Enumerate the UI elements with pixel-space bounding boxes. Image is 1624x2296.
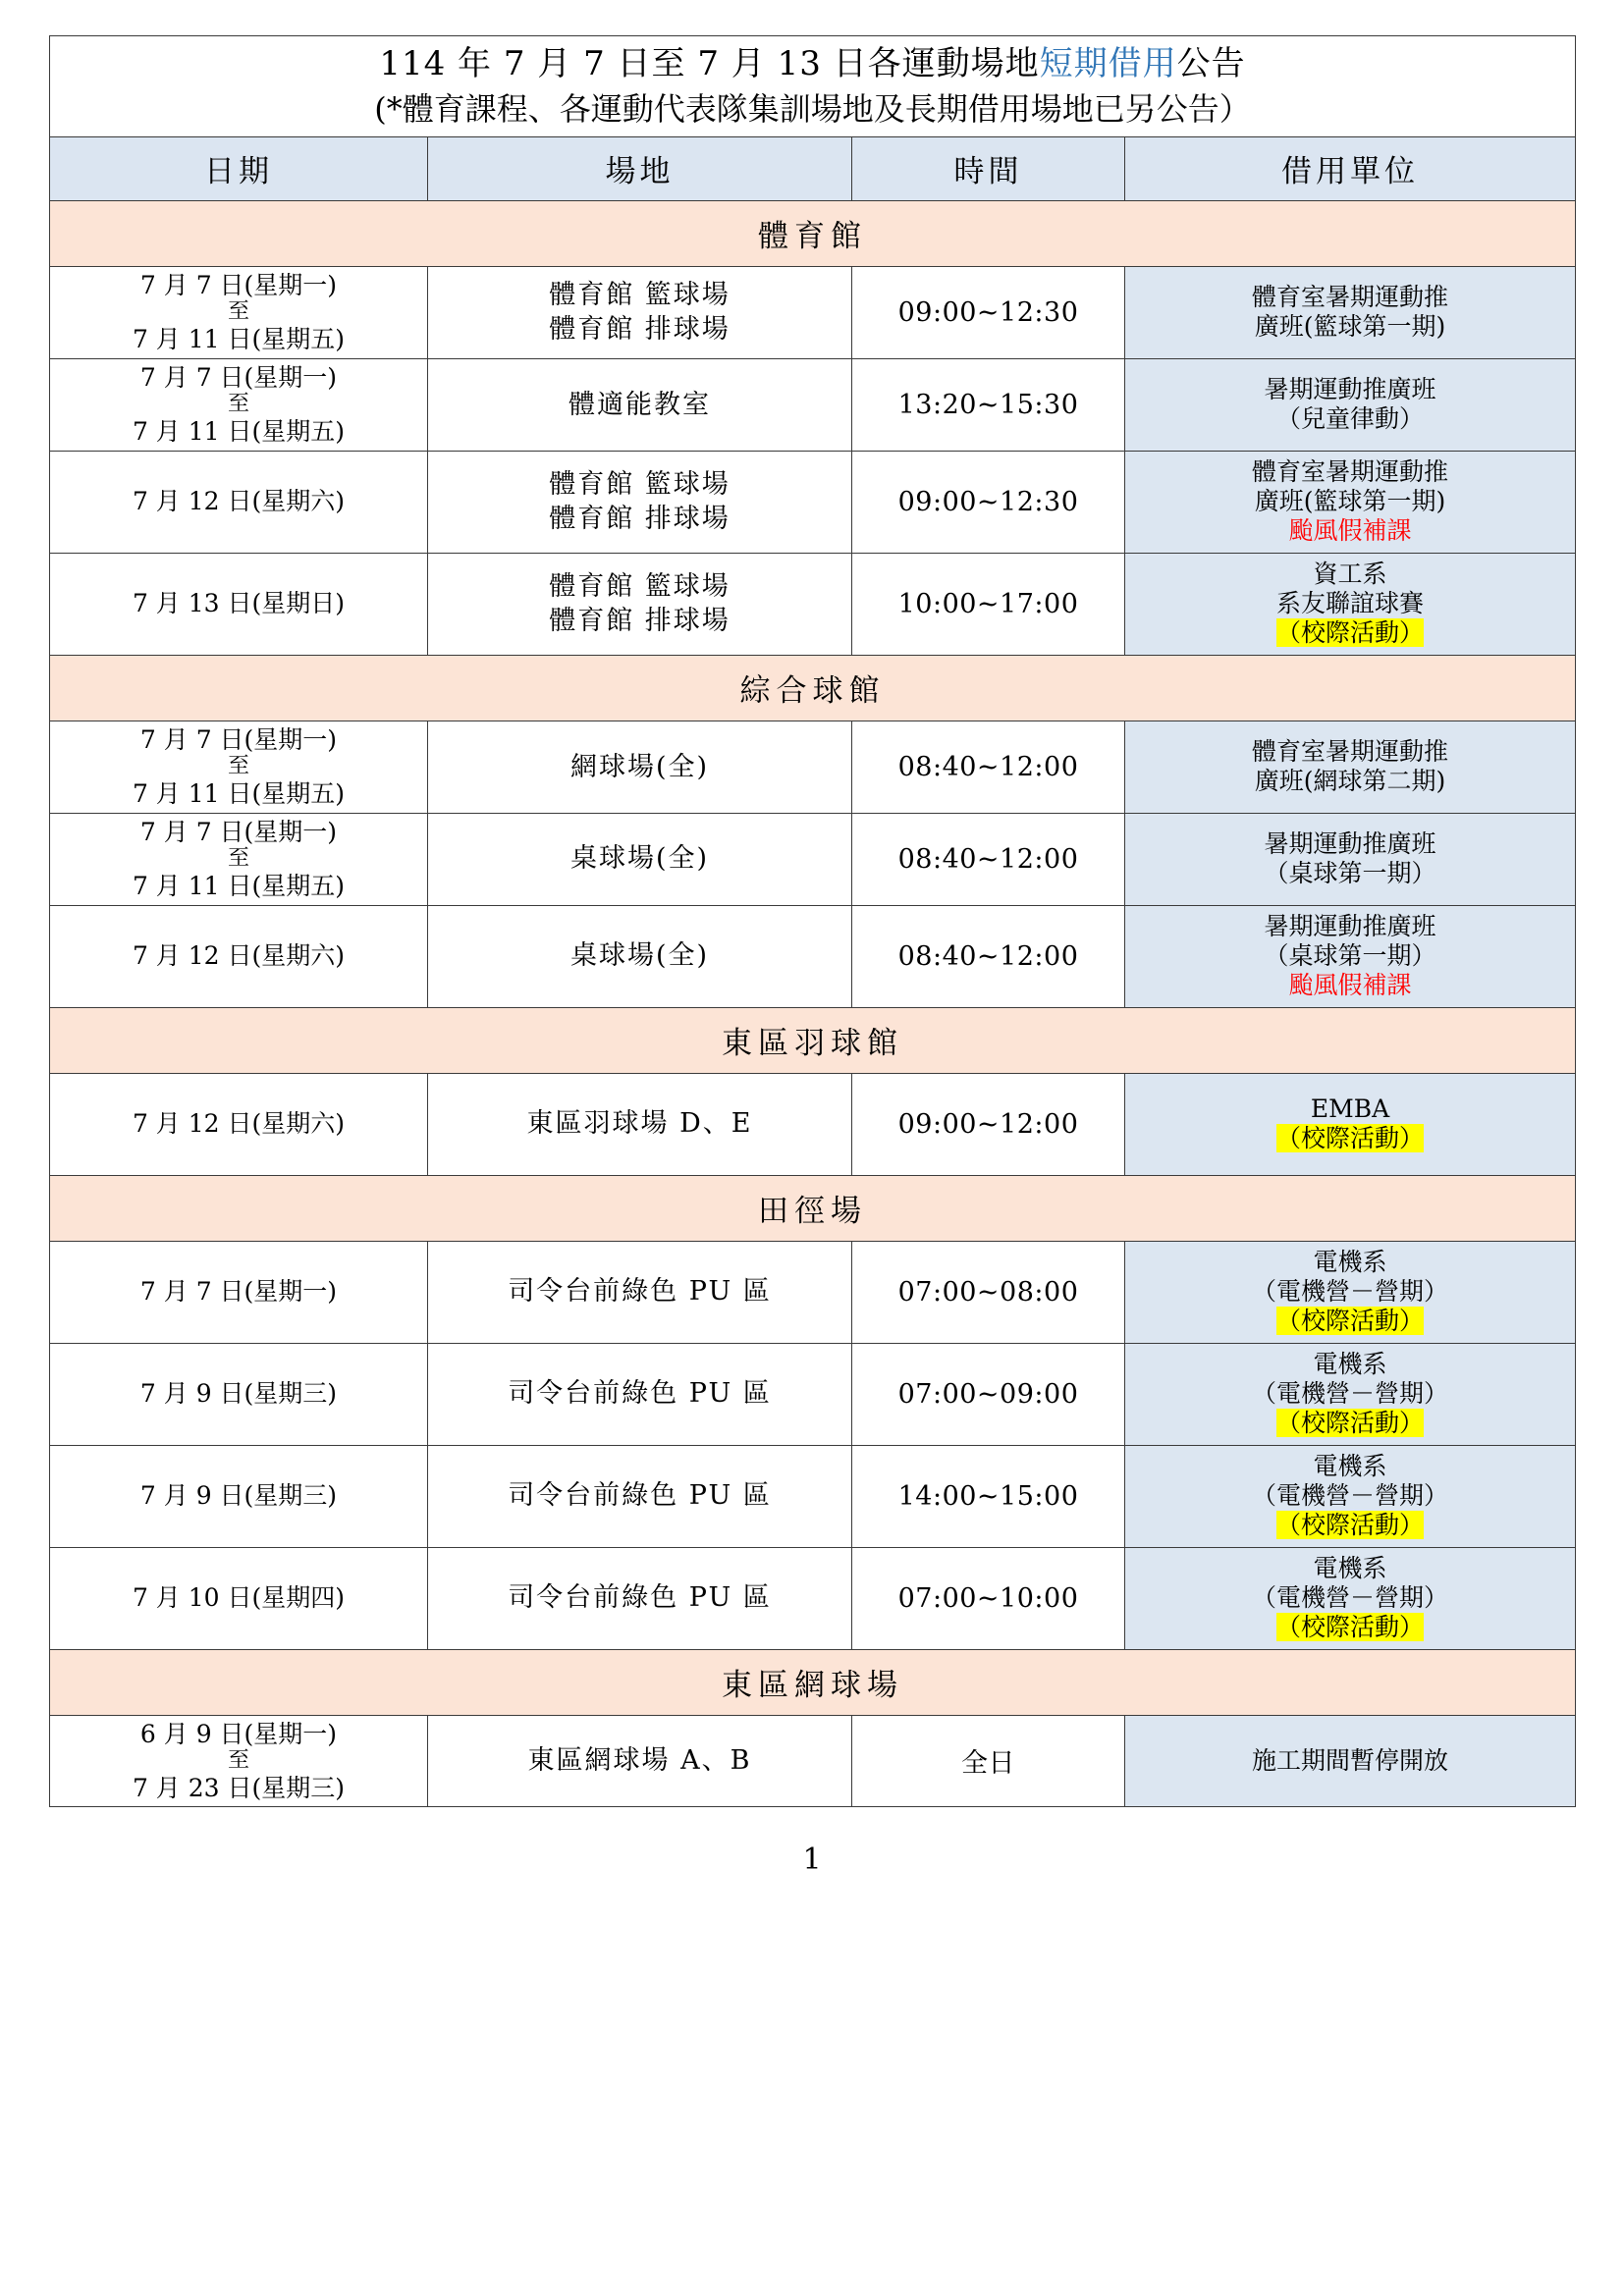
date-line: 至	[227, 846, 249, 872]
date-line: 7 月 13 日(星期日)	[132, 589, 346, 618]
unit-line: 體育室暑期運動推	[1251, 457, 1448, 487]
unit-line: 電機系	[1313, 1554, 1387, 1583]
table-row	[50, 721, 1576, 813]
cell-venue	[428, 1241, 852, 1343]
table-row	[50, 1343, 1576, 1445]
unit-note	[1131, 516, 1569, 546]
table-row	[50, 1073, 1576, 1175]
cell-unit	[1125, 553, 1576, 655]
title-line-1	[56, 40, 1569, 87]
cell-time: 08:40~12:00	[852, 813, 1125, 905]
cell-date	[50, 905, 428, 1007]
unit-line: （電機營－營期）	[1251, 1583, 1448, 1613]
venue-booking-table	[49, 35, 1576, 1807]
cell-unit	[1125, 266, 1576, 358]
unit-line: （兒童律動）	[1275, 404, 1424, 434]
table-row	[50, 1547, 1576, 1649]
cell-time: 07:00~09:00	[852, 1343, 1125, 1445]
cell-time: 07:00~10:00	[852, 1547, 1125, 1649]
venue-line: 體育館 籃球場	[549, 469, 731, 501]
venue-line: 桌球場(全)	[569, 940, 710, 972]
table-row	[50, 905, 1576, 1007]
unit-line: 廣班(籃球第一期)	[1254, 487, 1446, 516]
unit-line: 施工期間暫停開放	[1251, 1745, 1448, 1775]
date-line: 至	[227, 1748, 249, 1774]
unit-line: 暑期運動推廣班	[1264, 375, 1436, 404]
section-title: 綜合球館	[50, 655, 1576, 721]
date-line: 7 月 11 日(星期五)	[132, 325, 346, 354]
section-row	[50, 1007, 1576, 1073]
cell-date	[50, 813, 428, 905]
cell-date	[50, 266, 428, 358]
venue-line: 體育館 籃球場	[549, 571, 731, 603]
cell-unit	[1125, 451, 1576, 553]
section-row	[50, 655, 1576, 721]
section-row	[50, 200, 1576, 266]
column-header-venue: 場地	[428, 136, 852, 200]
cell-venue	[428, 451, 852, 553]
unit-note	[1131, 1307, 1569, 1336]
note-highlight-text: （校際活動）	[1275, 1307, 1424, 1336]
venue-line: 桌球場(全)	[569, 843, 710, 875]
section-title: 體育館	[50, 200, 1576, 266]
column-header-unit: 借用單位	[1125, 136, 1576, 200]
cell-date	[50, 358, 428, 451]
unit-line: 廣班(籃球第一期)	[1254, 312, 1446, 342]
unit-note	[1131, 971, 1569, 1000]
cell-time: 09:00~12:30	[852, 266, 1125, 358]
table-row	[50, 1241, 1576, 1343]
cell-venue	[428, 813, 852, 905]
section-title: 東區羽球館	[50, 1007, 1576, 1073]
venue-line: 司令台前綠色 PU 區	[508, 1582, 772, 1614]
cell-date	[50, 721, 428, 813]
note-highlight-text: （校際活動）	[1275, 1409, 1424, 1438]
title-line1-highlight: 短期借用	[1039, 44, 1177, 83]
unit-line: 體育室暑期運動推	[1251, 283, 1448, 312]
cell-venue	[428, 358, 852, 451]
cell-date	[50, 1445, 428, 1547]
unit-line: 系友聯誼球賽	[1275, 589, 1424, 618]
column-header-date: 日期	[50, 136, 428, 200]
cell-date	[50, 1715, 428, 1807]
unit-note	[1131, 618, 1569, 648]
cell-time: 08:40~12:00	[852, 905, 1125, 1007]
date-line: 7 月 7 日(星期一)	[139, 817, 338, 846]
unit-line: （電機營－營期）	[1251, 1277, 1448, 1307]
cell-unit	[1125, 1343, 1576, 1445]
venue-line: 東區網球場 A、B	[527, 1745, 752, 1777]
venue-line: 網球場(全)	[569, 751, 710, 782]
cell-unit	[1125, 358, 1576, 451]
date-line: 至	[227, 754, 249, 779]
cell-venue	[428, 1547, 852, 1649]
unit-line: 體育室暑期運動推	[1251, 737, 1448, 767]
date-line: 至	[227, 392, 249, 417]
cell-venue	[428, 1715, 852, 1807]
cell-unit	[1125, 1241, 1576, 1343]
table-row	[50, 813, 1576, 905]
date-line: 至	[227, 299, 249, 325]
unit-line: 廣班(網球第二期)	[1254, 767, 1446, 796]
column-header-time: 時間	[852, 136, 1125, 200]
date-line: 7 月 11 日(星期五)	[132, 779, 346, 809]
cell-unit	[1125, 905, 1576, 1007]
date-line: 7 月 7 日(星期一)	[139, 1277, 338, 1307]
table-row	[50, 553, 1576, 655]
table-header-row	[50, 136, 1576, 200]
table-row	[50, 1715, 1576, 1807]
unit-line: （電機營－營期）	[1251, 1379, 1448, 1409]
cell-venue	[428, 266, 852, 358]
unit-line: 電機系	[1313, 1248, 1387, 1277]
date-line: 7 月 23 日(星期三)	[132, 1773, 346, 1802]
cell-unit	[1125, 813, 1576, 905]
title-line1-post: 公告	[1176, 44, 1246, 83]
unit-note	[1131, 1511, 1569, 1540]
cell-time: 10:00~17:00	[852, 553, 1125, 655]
unit-note	[1131, 1409, 1569, 1438]
unit-line: （桌球第一期）	[1264, 941, 1436, 971]
date-line: 7 月 11 日(星期五)	[132, 872, 346, 901]
note-highlight-text: （校際活動）	[1275, 1511, 1424, 1540]
date-line: 7 月 7 日(星期一)	[139, 270, 338, 299]
document-title	[50, 36, 1576, 137]
table-row	[50, 266, 1576, 358]
venue-line: 司令台前綠色 PU 區	[508, 1276, 772, 1308]
venue-line: 體育館 排球場	[549, 314, 731, 346]
cell-date	[50, 1073, 428, 1175]
unit-note	[1131, 1613, 1569, 1642]
section-title: 東區網球場	[50, 1649, 1576, 1715]
cell-time: 07:00~08:00	[852, 1241, 1125, 1343]
note-highlight-text: （校際活動）	[1275, 1613, 1424, 1642]
cell-unit	[1125, 721, 1576, 813]
cell-time: 14:00~15:00	[852, 1445, 1125, 1547]
table-row	[50, 451, 1576, 553]
cell-venue	[428, 905, 852, 1007]
unit-line: 暑期運動推廣班	[1264, 912, 1436, 941]
cell-date	[50, 1547, 428, 1649]
unit-line: 電機系	[1313, 1452, 1387, 1481]
cell-unit	[1125, 1073, 1576, 1175]
cell-venue	[428, 1343, 852, 1445]
unit-line: （桌球第一期）	[1264, 859, 1436, 888]
note-highlight-text: （校際活動）	[1275, 618, 1424, 648]
venue-line: 體育館 排球場	[549, 504, 731, 535]
unit-line: 資工系	[1313, 560, 1387, 589]
table-body	[50, 36, 1576, 1807]
cell-date	[50, 1241, 428, 1343]
title-line-2: (*體育課程、各運動代表隊集訓場地及長期借用場地已另公告）	[374, 90, 1251, 129]
venue-line: 體育館 排球場	[549, 606, 731, 637]
cell-date	[50, 451, 428, 553]
cell-venue	[428, 1445, 852, 1547]
cell-date	[50, 1343, 428, 1445]
cell-time: 09:00~12:30	[852, 451, 1125, 553]
unit-line: EMBA	[1310, 1095, 1390, 1124]
title-row	[50, 36, 1576, 137]
venue-line: 司令台前綠色 PU 區	[508, 1378, 772, 1410]
date-line: 7 月 12 日(星期六)	[132, 941, 346, 971]
unit-line: 電機系	[1313, 1350, 1387, 1379]
cell-date	[50, 553, 428, 655]
note-red-text: 颱風假補課	[1288, 971, 1412, 1000]
date-line: 7 月 12 日(星期六)	[132, 487, 346, 516]
date-line: 7 月 11 日(星期五)	[132, 417, 346, 447]
cell-unit	[1125, 1445, 1576, 1547]
cell-unit	[1125, 1547, 1576, 1649]
note-highlight-text: （校際活動）	[1275, 1124, 1424, 1153]
unit-line: 暑期運動推廣班	[1264, 829, 1436, 859]
date-line: 7 月 10 日(星期四)	[132, 1583, 346, 1613]
table-row	[50, 1445, 1576, 1547]
date-line: 7 月 9 日(星期三)	[139, 1379, 338, 1409]
section-row	[50, 1175, 1576, 1241]
venue-line: 東區羽球場 D、E	[526, 1108, 753, 1140]
date-line: 7 月 12 日(星期六)	[132, 1109, 346, 1139]
unit-note	[1131, 1124, 1569, 1153]
cell-unit	[1125, 1715, 1576, 1807]
table-row	[50, 358, 1576, 451]
venue-line: 司令台前綠色 PU 區	[508, 1480, 772, 1512]
date-line: 7 月 9 日(星期三)	[139, 1481, 338, 1511]
page-number: 1	[802, 1842, 822, 1878]
section-title: 田徑場	[50, 1175, 1576, 1241]
date-line: 6 月 9 日(星期一)	[139, 1719, 338, 1748]
venue-line: 體適能教室	[568, 389, 711, 420]
cell-venue	[428, 721, 852, 813]
note-red-text: 颱風假補課	[1288, 516, 1412, 546]
date-line: 7 月 7 日(星期一)	[139, 362, 338, 392]
cell-time: 13:20~15:30	[852, 358, 1125, 451]
cell-time: 08:40~12:00	[852, 721, 1125, 813]
date-line: 7 月 7 日(星期一)	[139, 724, 338, 754]
title-line1-pre: 114 年 7 月 7 日至 7 月 13 日各運動場地	[379, 44, 1040, 83]
venue-line: 體育館 籃球場	[549, 280, 731, 311]
cell-venue	[428, 553, 852, 655]
cell-venue	[428, 1073, 852, 1175]
unit-line: （電機營－營期）	[1251, 1481, 1448, 1511]
section-row	[50, 1649, 1576, 1715]
cell-time: 09:00~12:00	[852, 1073, 1125, 1175]
cell-time: 全日	[852, 1715, 1125, 1807]
